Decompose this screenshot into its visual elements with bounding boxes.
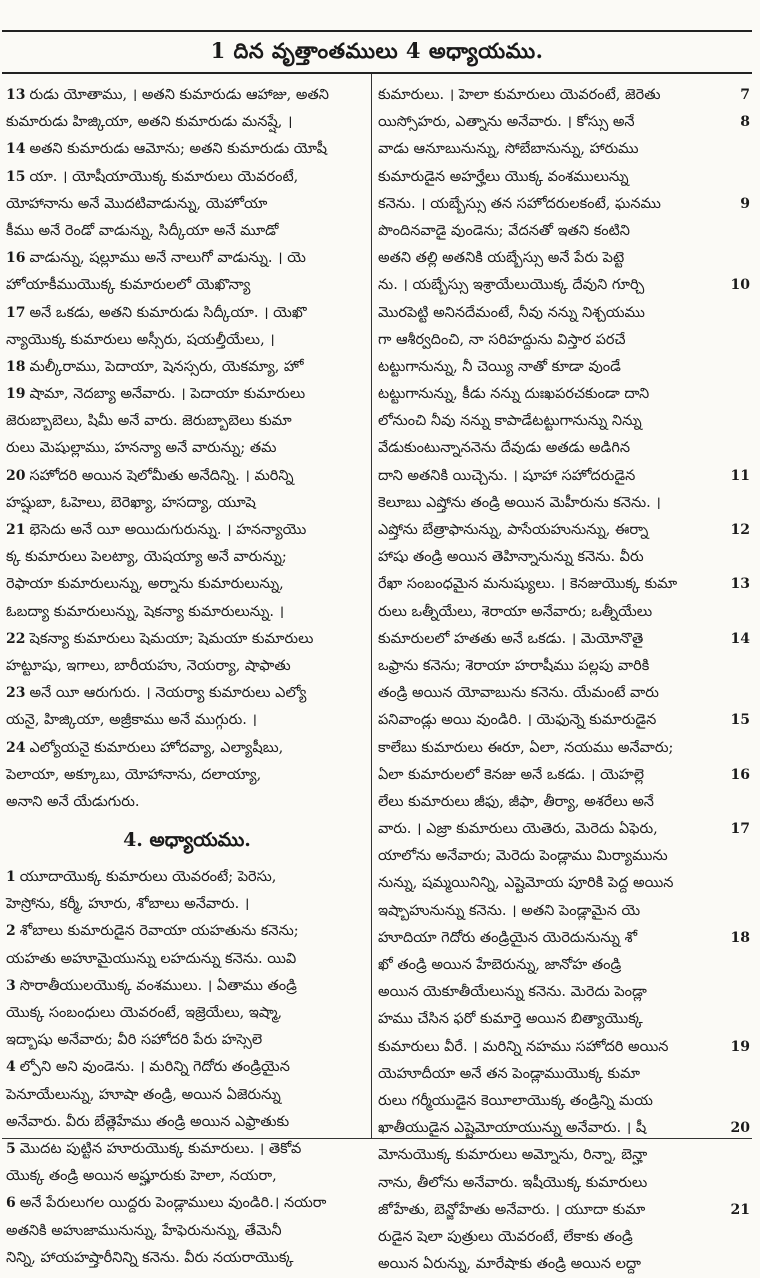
verse-text: హూదియా గెదోరు తండ్రియైన యెరెదునున్ను శో (378, 929, 638, 946)
verse-text: లోనుంచి నీవు నన్ను కాపాడేటట్టుగానున్ను నిన్ను (378, 413, 642, 430)
text-line (6, 408, 368, 435)
text-line (378, 952, 730, 979)
verse-text: కనెను. । యబ్బేస్సు తన సహోదరులకంటే, ఘనము (378, 195, 661, 212)
text-line (6, 381, 368, 408)
verse-text: దాని అతనికి యిచ్చెను. । షూహా సహోదరుడైన (378, 467, 636, 484)
verse-text: ఇష్బాహునున్ను కనెను. । అతని పెండ్లామైన యె (378, 902, 641, 919)
text-line (6, 1163, 368, 1190)
text-line (378, 272, 750, 299)
verse-text: అతని కుమారుడు ఆమోను; అతని కుమారుడు యోషీ (29, 141, 327, 158)
verse-text: జోహేతు, బెన్జోహేతు అనేవారు. । యూదా కుమా (378, 1201, 646, 1218)
column-divider (371, 74, 372, 1138)
verse-number: 6 (6, 1195, 16, 1212)
verse-text: పొందినవాడై వుండెను; వేదనతో ఇతని కంటిని (378, 222, 630, 239)
verse-number: 14 (6, 141, 26, 158)
text-line (378, 571, 750, 598)
verse-text: యాలోను అనేవారు; మెరెదు పెండ్లాము మిర్యామును (378, 848, 668, 865)
bottom-rule (2, 1138, 752, 1139)
verse-number: 24 (6, 739, 26, 756)
text-line (378, 680, 730, 707)
text-line (378, 870, 730, 897)
text-line (6, 571, 368, 598)
text-line (6, 864, 368, 891)
text-line (378, 925, 750, 952)
verse-text: అనాని అనే యేడుగురు. (6, 793, 140, 810)
text-line (378, 490, 730, 517)
text-line (6, 191, 368, 218)
text-line (6, 762, 368, 789)
verse-text: ఎల్యోయనై కుమారులు హోదవ్యా, ఎల్యాషీబు, (29, 739, 284, 756)
text-line (378, 1197, 750, 1224)
verse-text: వేడుకుంటున్నాననెను దేవుడు అతడు అడిగిన (378, 440, 631, 457)
verse-text: అయిన యెకూతీయేలున్ను కనెను. మెరెదు పెండ్లా (378, 984, 647, 1001)
verse-text: ఖో తండ్రి అయిన హేబెరున్ను, జానోహ తండ్రి (378, 957, 622, 973)
verse-text: కీము అనే రెండో వాడున్ను, సిద్కీయా అనే మూడో (6, 222, 279, 239)
verse-number: 7 (740, 87, 750, 103)
verse-text: కుమారులలో హతతు అనే ఒకడు. । మెయోనొతై (378, 630, 644, 647)
text-line (6, 164, 368, 191)
text-line (6, 490, 368, 517)
text-line (378, 1061, 730, 1088)
verse-text: యోహానాను అనే మొదటివాడున్ను, యెహోయా (6, 195, 268, 212)
verse-text: నున్ను, షమ్మయినిన్ని, ఎష్టెమోయ పూరికి పెద్ద అయిన (378, 875, 674, 892)
text-line (6, 626, 368, 653)
verse-text: రుడు యోతాము, । అతని కుమారుడు ఆహాజు, అతని (29, 87, 329, 103)
verse-text: శోబాలు కుమారుడైన రెవాయా యహతును కనెను; (19, 923, 299, 940)
verse-text: షామా, నెదబ్యా అనేవారు. । పెదాయా కుమారులు (29, 386, 306, 403)
text-line (378, 463, 750, 490)
verse-text: ఎష్తోను బేత్రాఫానున్ను, పాసేయహునున్ను, ఈర్నా (378, 522, 649, 538)
verse-text: వాడు ఆనూబునున్ను, సోబేబానున్ను, హారుము (378, 141, 639, 158)
text-line (378, 599, 730, 626)
verse-text: ఖాతీయుడైన ఎష్టెమోయాయున్ను అనేవారు. । షీ (378, 1120, 647, 1137)
verse-text: కుమారుడైన అహర్హేలు యొక్క వంశములున్ను (378, 168, 629, 185)
text-line (6, 1245, 368, 1272)
text-line (6, 707, 368, 734)
verse-number: 1 (6, 869, 16, 886)
verse-text: వాడున్ను, షల్లూము అనే నాలుగో వాడున్ను. । యె (29, 250, 306, 267)
verse-text: హోయాకీముయొక్క కుమారులలో యెఖొన్యా (6, 277, 251, 294)
text-line (378, 136, 730, 163)
text-line (378, 381, 730, 408)
verse-number: 4 (6, 1059, 16, 1076)
verse-number: 21 (730, 1201, 750, 1218)
verse-number: 16 (6, 250, 26, 267)
left-column (6, 82, 368, 1272)
verse-text: కుమారులు వీరే. । మరిన్ని నహము సహోదరి అయిన (378, 1038, 669, 1055)
verse-text: హట్టూషు, ఇగాలు, బారీయహు, నెయర్యా, షాఫాతు (6, 657, 291, 674)
verse-text: ఏలా కుమారులలో కెనజు అనే ఒకడు. । యెహల్లె (378, 766, 645, 783)
text-line (6, 1054, 368, 1081)
verse-number: 9 (740, 195, 750, 212)
text-line (378, 1034, 750, 1061)
verse-text: అనే యీ ఆరుగురు. । నెయర్యా కుమారులు ఎల్యో (29, 685, 307, 702)
text-line (378, 762, 750, 789)
verse-text: యనై, హిజ్కియా, అజ్రీకాము అనే ముగ్గురు. । (6, 712, 257, 729)
verse-text: అనే పేరులుగల యిద్దరు పెండ్లాములు వుండిరి.। నయరా (19, 1195, 327, 1212)
verse-text: తండ్రి అయిన యోవాబును కనెను. యేమంటే వారు (378, 685, 659, 702)
verse-text: కెలూబు ఎష్తోను తండ్రి అయిన మెహీరును కనెను. । (378, 494, 661, 511)
verse-text: ఓబద్యా కుమారులున్ను, షెకన్యా కుమారులున్ను. । (6, 603, 285, 620)
text-line (6, 680, 368, 707)
verse-text: గా ఆశీర్వదించి, నా సరిహద్దును విస్తార పరచే (378, 331, 626, 348)
text-line (6, 653, 368, 680)
text-line (6, 973, 368, 1000)
verse-text: యొక్క తండ్రి అయిన అష్హూరుకు హెలా, నయరా, (6, 1168, 277, 1185)
text-line (378, 191, 750, 218)
verse-text: రేఖా సంబంధమైన మనుష్యులు. । కెనజుయొక్క కుమా (378, 576, 678, 593)
text-line (6, 1000, 368, 1027)
text-line (378, 816, 750, 843)
text-line (6, 891, 368, 918)
text-line (378, 300, 730, 327)
text-line (6, 1027, 368, 1054)
verse-number: 10 (730, 277, 750, 294)
verse-text: క్క కుమారులు పెలట్యా, యెషయ్యా అనే వారున్ను; (6, 549, 287, 566)
text-line (378, 1224, 730, 1251)
text-line (6, 517, 368, 544)
verse-text: యెహూదీయా అనే తన పెండ్లాముయొక్క కుమా (378, 1065, 641, 1082)
text-line (6, 1218, 368, 1245)
verse-text: రెఫాయా కుమారులున్ను, అర్నాను కుమారులున్ను, (6, 576, 284, 593)
verse-text: మొరపెట్టి అనినదేమంటే, నీవు నన్ను నిశ్చయము (378, 304, 645, 321)
verse-text: యిస్సోహరు, ఎత్నాను అనేవారు. । కోస్సు అనే (378, 114, 635, 131)
text-line (378, 517, 750, 544)
text-line (378, 1251, 730, 1278)
verse-text: మోనుయొక్క కుమారులు అమ్నోను, రిన్నా, బెన్హా (378, 1147, 648, 1164)
text-line (378, 626, 750, 653)
verse-text: హష్షుబా, ఓహెలు, బెరెఖ్యా, హసద్యా, యూషె (6, 494, 256, 511)
text-line (6, 463, 368, 490)
chapter-heading: 4. అధ్యాయము. (123, 829, 251, 852)
text-line (378, 544, 730, 571)
verse-number: 22 (6, 630, 26, 647)
verse-text: మొదట పుట్టిన హూరుయొక్క కుమారులు. । తెకోవ (19, 1140, 302, 1157)
verse-number: 19 (730, 1038, 750, 1055)
verse-number: 18 (730, 929, 750, 946)
text-line (378, 218, 730, 245)
text-line (378, 164, 730, 191)
text-line (6, 218, 368, 245)
verse-text: టట్టుగానున్ను, నీ చెయ్యి నాతో కూడా వుండే (378, 358, 621, 375)
text-line (6, 946, 368, 973)
text-line (378, 898, 730, 925)
verse-number: 16 (730, 766, 750, 783)
verse-text: సహోదరి అయిన షెలోమీతు అనేదిన్ని. । మరిన్ని (29, 467, 294, 484)
verse-text: టట్టుగానున్ను, కీడు నన్ను దుఃఖపరచకుండా దాని (378, 386, 650, 403)
verse-text: అతని తల్లి అతనికి యబ్బేస్సు అనే పేరు పెట్టె (378, 250, 625, 267)
text-line (6, 1190, 368, 1217)
text-line (6, 272, 368, 299)
verse-number: 12 (730, 522, 750, 538)
text-line (6, 327, 368, 354)
verse-number: 23 (6, 685, 26, 702)
verse-text: హము చేసిన ఫరో కుమార్తె అయిన బిత్యాయొక్క (378, 1011, 643, 1028)
text-line (378, 82, 750, 109)
verse-text: యా. । యోషీయాయొక్క కుమారులు యెవరంటే, (29, 168, 299, 185)
verse-number: 15 (6, 168, 26, 185)
text-line (6, 1109, 368, 1136)
right-column (378, 82, 750, 1278)
verse-text: కుమారులు. । హెలా కుమారులు యెవరంటే, జెరెతు (378, 87, 661, 103)
verse-number: 20 (730, 1120, 750, 1137)
text-line (378, 735, 730, 762)
text-line (6, 918, 368, 945)
verse-text: రులు ఒత్నీయేలు, శెరాయా అనేవారు; ఒత్నీయేలు (378, 603, 653, 620)
text-line (378, 245, 730, 272)
verse-text: రుడైన షెలా పుత్రులు యెవరంటే, లేకాకు తండ్రి (378, 1228, 633, 1245)
verse-text: అయిన ఏరున్ను, మారేషాకు తండ్రి అయిన లద్దా (378, 1256, 641, 1273)
verse-number: 18 (6, 358, 26, 375)
verse-text: హాషు తండ్రి అయిన తెహిన్నానున్ను కనెను. వీరు (378, 549, 644, 566)
verse-text: యొక్క సంబంధులు యెవరంటే, ఇజ్రెయేలు, ఇష్మా, (6, 1005, 283, 1021)
verse-text: హెస్రోను, కర్మీ, హూరు, శోబాలు అనేవారు. । (6, 896, 250, 913)
verse-number: 19 (6, 386, 26, 403)
text-line (378, 843, 730, 870)
text-line (6, 354, 368, 381)
verse-number: 17 (730, 821, 750, 838)
text-line (378, 789, 730, 816)
text-line (378, 408, 730, 435)
text-line (378, 1170, 730, 1197)
verse-text: న్యాయొక్క కుమారులు అస్సీరు, షయల్తీయేలు, । (6, 331, 275, 348)
verse-text: యూదాయొక్క కుమారులు యెవరంటే; పెరెసు, (19, 869, 277, 886)
text-line (378, 707, 750, 734)
text-line (6, 735, 368, 762)
verse-text: మల్కీరాము, పెదాయా, షెనస్సరు, యెకమ్యా, హో (29, 358, 304, 375)
text-line (378, 327, 730, 354)
verse-number: 13 (6, 87, 26, 103)
verse-text: ఒఫ్రాను కనెను; శెరాయా హరాషీము పల్లపు వారికి (378, 657, 650, 674)
verse-number: 2 (6, 923, 16, 940)
verse-text: పెనూయేలున్ను, హూషా తండ్రి, అయిన ఏజెరున్ను (6, 1086, 281, 1103)
verse-text: లేలు కుమారులు జీఫు, జీఫా, తీర్యా, అశరేలు అనే (378, 793, 654, 810)
text-line (378, 109, 750, 136)
verse-number: 5 (6, 1140, 16, 1157)
verse-text: వారు. । ఎజ్రా కుమారులు యెతెరు, మెరెదు ఏఫెరు, (378, 821, 658, 838)
verse-number: 13 (730, 576, 750, 593)
text-line (378, 979, 730, 1006)
verse-text: రులు మెషుల్లాము, హనన్యా అనే వారున్ను; తమ (6, 440, 277, 457)
verse-text: పెలాయా, అక్కూబు, యోహానాను, దలాయ్యా, (6, 766, 262, 783)
verse-text: అనేవారు. వీరు బేత్లెహేము తండ్రి అయిన ఎఫ్రాతుకు (6, 1113, 290, 1130)
verse-number: 21 (6, 522, 26, 538)
verse-number: 11 (730, 467, 750, 484)
verse-number: 8 (740, 114, 750, 131)
text-line (6, 544, 368, 571)
page-title: 1 దిన వృత్తాంతములు 4 అధ్యాయము. (210, 38, 544, 63)
verse-text: అనే ఒకడు, అతని కుమారుడు సిద్కీయా. । యెఖొ (29, 304, 307, 321)
verse-text: అతనికి అహుజామునున్ను, హేఫెరునున్ను, తేమెనీ (6, 1222, 282, 1239)
verse-text: షెకన్యా కుమారులు షెమయా; షెమయా కుమారులు (29, 630, 314, 647)
verse-text: నాను, తీలోను అనేవారు. ఇషీయొక్క కుమారులు (378, 1174, 648, 1191)
verse-number: 17 (6, 304, 26, 321)
verse-number: 14 (730, 630, 750, 647)
text-line (6, 435, 368, 462)
verse-text: నిన్ని, హాయహష్తారీనిన్ని కనెను. వీరు నయరాయొక్క (6, 1249, 294, 1266)
verse-text: పనివాండ్లు అయి వుండిరి. । యెఫున్నె కుమారుడైన (378, 712, 657, 729)
text-line (6, 82, 368, 109)
verse-text: ను. । యబ్బేస్సు ఇశ్రాయేలుయొక్క దేవుని గూర్చి (378, 277, 645, 294)
text-line (6, 789, 368, 816)
text-line (6, 1082, 368, 1109)
text-line (6, 1136, 368, 1163)
verse-text: యహతు అహూమైయున్ను లహదున్ను కనెను. యివి (6, 950, 297, 967)
text-line (378, 653, 730, 680)
verse-text: కాలేబు కుమారులు ఈరూ, ఏలా, నయము అనేవారు; (378, 739, 674, 756)
text-line (6, 136, 368, 163)
verse-text: భెసెదు అనే యీ అయిదుగురున్ను. । హనన్యాయొ (29, 522, 307, 538)
verse-text: జెరుబ్బాబెలు, షిమీ అనే వారు. జెరుబ్బాబెలు కుమా (6, 413, 292, 430)
text-line (378, 435, 730, 462)
text-line (6, 300, 368, 327)
text-line (378, 1006, 730, 1033)
verse-text: ల్పోని అని వుండెను. । మరిన్ని గెదోరు తండ్రియైన (19, 1059, 290, 1076)
text-line (6, 599, 368, 626)
verse-text: సొరాతీయులయొక్క వంశములు. । ఏతాము తండ్రి (19, 977, 297, 994)
text-line (6, 109, 368, 136)
verse-number: 3 (6, 977, 16, 994)
verse-number: 20 (6, 467, 26, 484)
verse-text: రులు గర్మీయుడైన కెయీలాయొక్క తండ్రిన్ని మయ (378, 1092, 653, 1109)
verse-number: 15 (730, 712, 750, 729)
text-line (378, 1142, 730, 1169)
text-line (378, 354, 730, 381)
verse-text: ఇద్బాషు అనేవారు; వీరి సహోదరి పేరు హస్సెలె (6, 1032, 263, 1049)
page-header (2, 30, 752, 74)
verse-text: కుమారుడు హిజ్కియా, అతని కుమారుడు మనష్షే, । (6, 114, 293, 131)
text-line (378, 1088, 730, 1115)
text-line (6, 245, 368, 272)
